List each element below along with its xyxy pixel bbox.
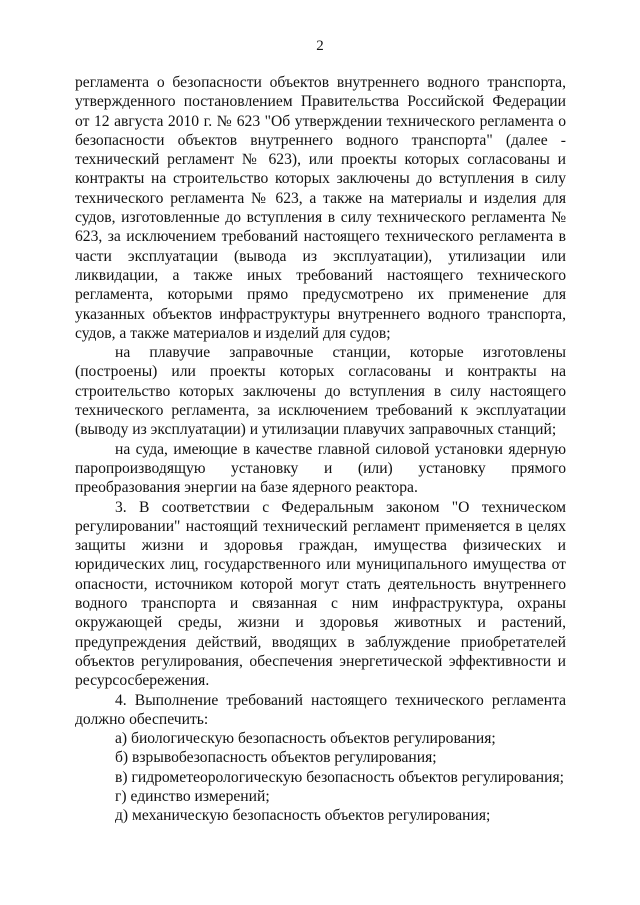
paragraph-clause-3: 3. В соответствии с Федеральным законом "О техническом регулировании" настоящий технический регламент применяется в целях защиты жизни и здоровья граждан, имущества физических и юридических лиц, государственного или муниципального имущества от опасности, источником которой могут стать деятельность внутреннего водного транспорта и связанная с ним инфраструктура, охраны окружающей среды, жизни и здоровья животных и растений, предупреждения действий, вводящих в заблуждение приобретателей объектов регулирования, обеспечения энергетической эффективности и ресурсосбережения.: [75, 498, 566, 690]
paragraph-continuation: регламента о безопасности объектов внутреннего водного транспорта, утвержденного постановлением Правительства Российской Федерации от 12 августа 2010 г. № 623 "Об утверждении технического регламента о безопасности объектов внутреннего водного транспорта" (далее - технический регламент № 623), или проекты которых согласованы и контракты на строительство которых заключены до вступления в силу технического регламента № 623, а также на материалы и изделия для судов, изготовленные до вступления в силу технического регламента № 623, за исключением требований настоящего технического регламента в части эксплуатации (вывода из эксплуатации), утилизации или ликвидации, а также иных требований настоящего технического регламента, которыми прямо предусмотрено их применение для указанных объектов инфраструктуры внутреннего водного транспорта, судов, а также материалов и изделий для судов;: [75, 74, 566, 342]
paragraph-clause-4: 4. Выполнение требований настоящего технического регламента должно обеспечить:: [75, 691, 566, 728]
list-item-b: б) взрывобезопасность объектов регулирования;: [115, 749, 437, 767]
list-item-a: а) биологическую безопасность объектов регулирования;: [115, 730, 496, 748]
document-body: [75, 73, 566, 826]
list-item-v: в) гидрометеорологическую безопасность объектов регулирования;: [115, 768, 564, 786]
list-item-d: д) механическую безопасность объектов регулирования;: [115, 807, 491, 825]
page-number: 2: [316, 38, 324, 54]
list-item-g: г) единство измерений;: [115, 787, 270, 805]
paragraph-nuclear-vessels: на суда, имеющие в качестве главной силовой установки ядерную паропроизводящую установку и (или) установку прямого преобразования энергии на базе ядерного реактора.: [75, 440, 566, 497]
paragraph-floating-stations: на плавучие заправочные станции, которые изготовлены (построены) или проекты которых согласованы и контракты на строительство которых заключены до вступления в силу настоящего технического регламента, за исключением требований к эксплуатации (выводу из эксплуатации) и утилизации плавучих заправочных станций;: [75, 344, 566, 439]
